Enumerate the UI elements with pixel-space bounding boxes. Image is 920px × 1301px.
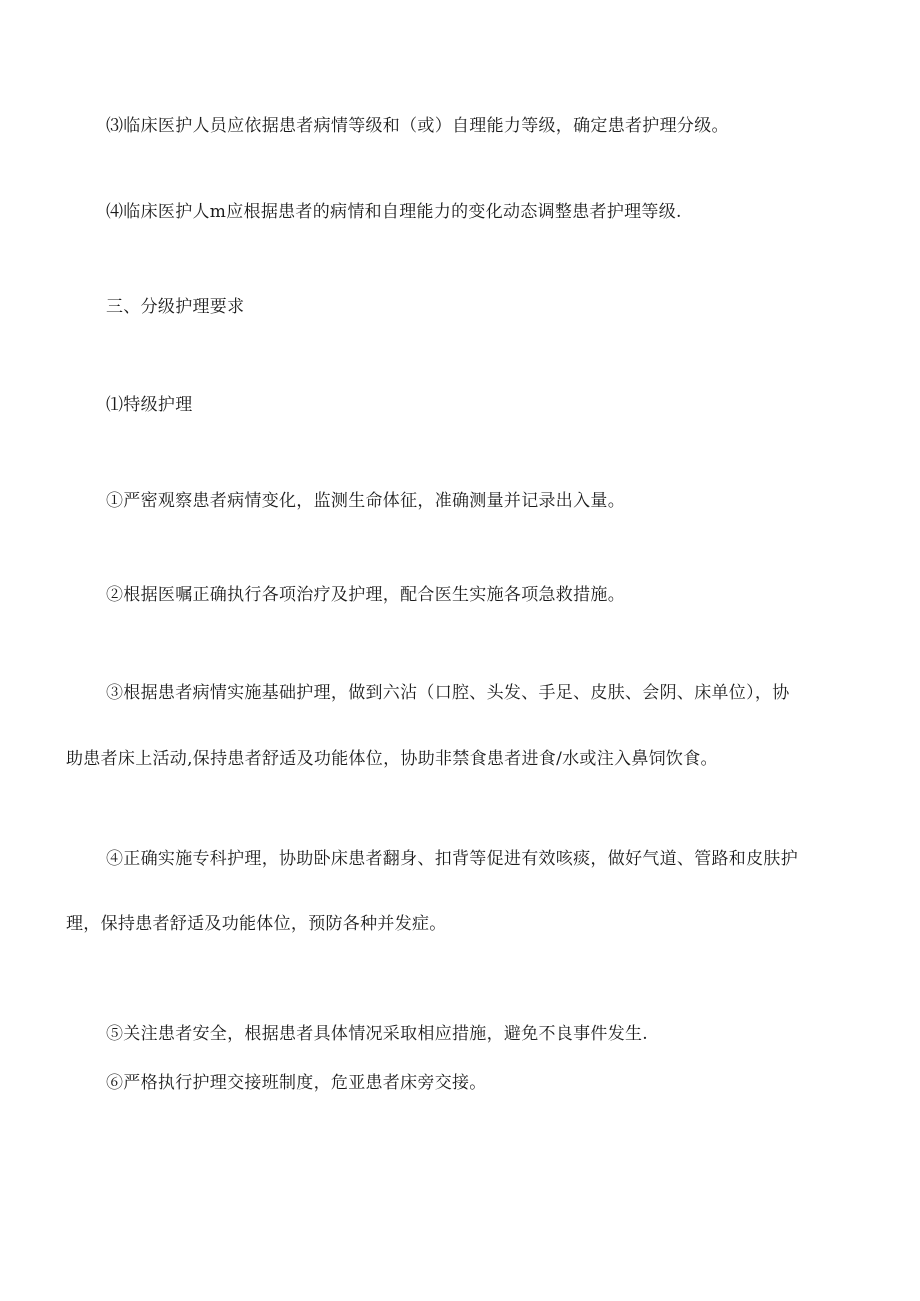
paragraph-item-3: ⑶临床医护人员应依据患者病情等级和（或）自理能力等级，确定患者护理分级。 (106, 116, 729, 136)
list-item-1: ①严密观察患者病情变化，监测生命体征，准确测量并记录出入量。 (106, 491, 625, 511)
list-item-4-line-2: 理，保持患者舒适及功能体位，预防各种并发症。 (66, 914, 447, 934)
subsection-heading: ⑴特级护理 (106, 395, 193, 415)
list-item-3-line-2: 助患者床上活动,保持患者舒适及功能体位，协助非禁食患者进食/水或注入鼻饲饮食。 (66, 749, 718, 769)
list-item-4-line-1: ④正确实施专科护理，协助卧床患者翻身、扣背等促进有效咳痰，做好气道、管路和皮肤护 (106, 849, 798, 869)
list-item-6: ⑥严格执行护理交接班制度，危亚患者床旁交接。 (106, 1073, 487, 1093)
list-item-3-line-1: ③根据患者病情实施基础护理，做到六沾（口腔、头发、手足、皮肤、会阴、床单位），协 (106, 683, 790, 703)
list-item-2: ②根据医嘱正确执行各项治疗及护理，配合医生实施各项急救措施。 (106, 585, 625, 605)
section-heading: 三、分级护理要求 (106, 297, 245, 317)
list-item-5: ⑤关注患者安全，根据患者具体情况采取相应措施，避免不良事件发生. (106, 1024, 649, 1044)
paragraph-item-4: ⑷临床医护人m应根据患者的病情和自理能力的变化动态调整患者护理等级. (106, 202, 682, 222)
